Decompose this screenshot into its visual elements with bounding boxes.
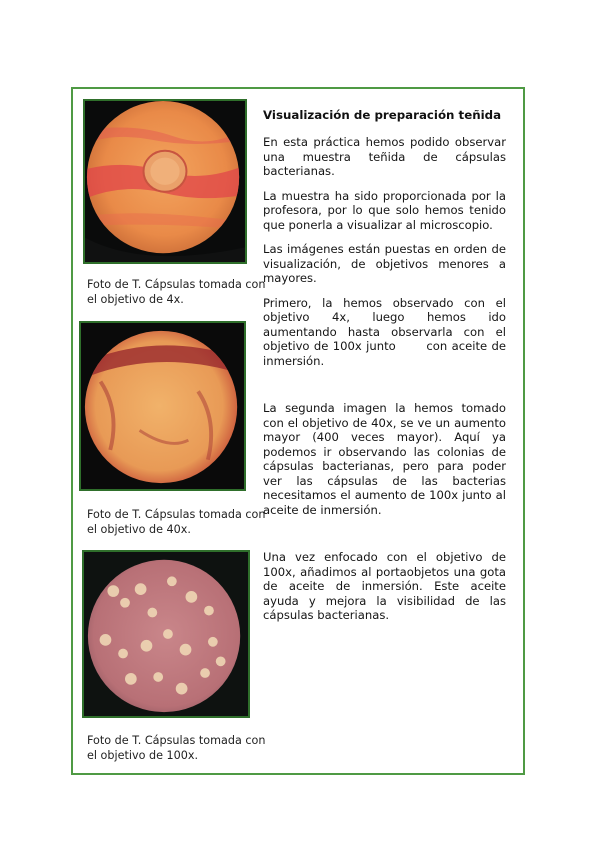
micrograph-100x (82, 550, 250, 718)
paragraph-1: En esta práctica hemos podido observar una muestra teñida de cápsulas bacterianas. (263, 135, 506, 178)
caption-4x: Foto de T. Cápsulas tomada con el objetivo de 4x. (87, 278, 266, 306)
caption-40x: Foto de T. Cápsulas tomada con el objetivo de 40x. (87, 508, 266, 536)
micrograph-40x (79, 321, 246, 491)
section-heading: Visualización de preparación teñida (263, 108, 502, 122)
micrograph-4x (83, 99, 247, 264)
paragraph-5: La segunda imagen la hemos tomado con el objetivo de 40x, se ve un aumento mayor (400 veces mayor). Aquí ya podemos ir observando las colonias de cápsulas bacterianas, pero para poder ver las cápsulas de las bacterias necesitamos el aumento de 100x junto al aceite de inmersión. (263, 401, 506, 517)
paragraph-4: Primero, la hemos observado con el objetivo 4x, luego hemos ido aumentando hasta observarla con el objetivo de 100x junto con aceite de inmersión. (263, 295, 510, 368)
paragraph-2: La muestra ha sido proporcionada por la profesora, por lo que solo hemos tenido que ponerla a visualizar al microscopio. (263, 188, 506, 232)
caption-100x: Foto de T. Cápsulas tomada con el objetivo de 100x. (87, 734, 266, 762)
paragraph-6: Una vez enfocado con el objetivo de 100x, añadimos al portaobjetos una gota de aceite de inmersión. Este aceite ayuda y mejora la visibilidad de las cápsulas bacterianas. (263, 550, 506, 622)
text-column (263, 108, 510, 623)
paragraph-3: Las imágenes están puestas en orden de visualización, de objetivos menores a mayores. (263, 242, 506, 285)
